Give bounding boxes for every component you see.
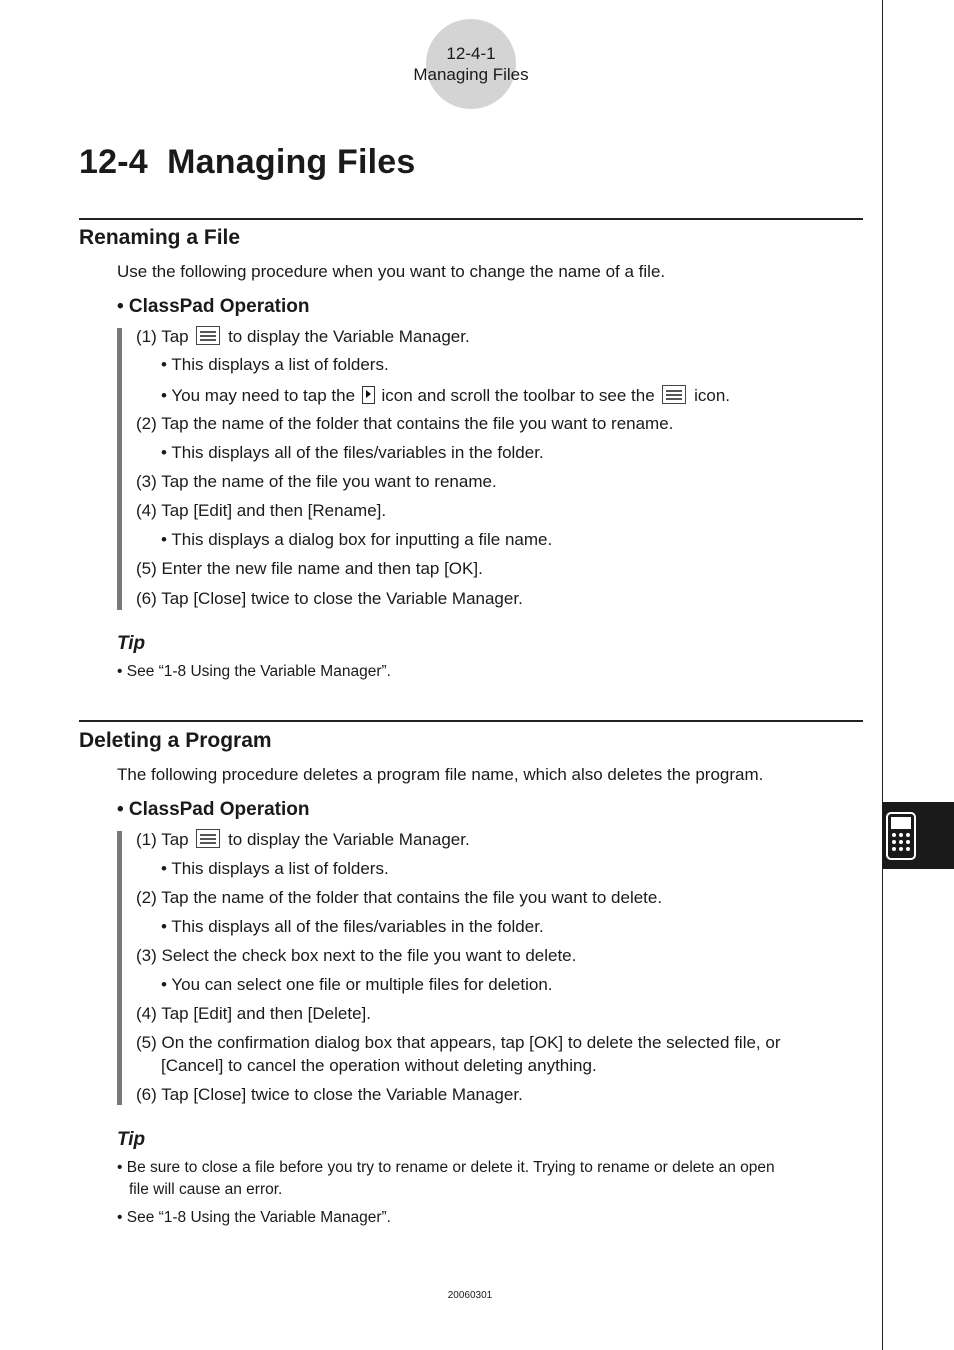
section-divider <box>79 720 863 722</box>
step-4-note: • This displays a dialog box for inputting a file name. <box>161 530 553 549</box>
scroll-arrow-icon <box>362 386 375 404</box>
procedure-bar <box>117 328 122 610</box>
step-1-note-2: • You may need to tap the icon and scroll the toolbar to see the icon. <box>161 386 731 405</box>
variable-manager-icon <box>196 829 220 848</box>
variable-manager-icon <box>196 326 220 345</box>
tip-item-1-continued: file will cause an error. <box>129 1181 283 1198</box>
tip-item-2: • See “1-8 Using the Variable Manager”. <box>117 1209 391 1226</box>
variable-manager-icon <box>662 385 686 404</box>
step-1-note: • This displays a list of folders. <box>161 859 389 878</box>
section-intro: Use the following procedure when you want to change the name of a file. <box>117 262 666 281</box>
step-4: (4) Tap [Edit] and then [Delete]. <box>136 1004 371 1023</box>
step-1-note-1: • This displays a list of folders. <box>161 355 389 374</box>
step-1: (1) Tap to display the Variable Manager. <box>136 327 470 346</box>
section-title-renaming: Renaming a File <box>79 226 241 249</box>
step-6: (6) Tap [Close] twice to close the Variable Manager. <box>136 589 523 608</box>
chapter-tab <box>882 802 954 869</box>
step-5: (5) On the confirmation dialog box that appears, tap [OK] to delete the selected file, or <box>136 1033 781 1052</box>
page-header <box>371 43 571 85</box>
step-1: (1) Tap to display the Variable Manager. <box>136 830 470 849</box>
footer-code: 20060301 <box>447 1290 493 1301</box>
step-6: (6) Tap [Close] twice to close the Variable Manager. <box>136 1085 523 1104</box>
step-2: (2) Tap the name of the folder that contains the file you want to rename. <box>136 414 674 433</box>
chapter-title: 12-4 Managing Files <box>79 143 416 181</box>
header-section: Managing Files <box>413 65 529 84</box>
tip-title: Tip <box>117 1129 146 1150</box>
tip-item: • See “1-8 Using the Variable Manager”. <box>117 663 391 680</box>
step-5-continued: [Cancel] to cancel the operation without deleting anything. <box>161 1056 597 1075</box>
step-3: (3) Tap the name of the file you want to rename. <box>136 472 497 491</box>
step-2: (2) Tap the name of the folder that contains the file you want to delete. <box>136 888 663 907</box>
section-title-deleting: Deleting a Program <box>79 729 272 752</box>
step-3: (3) Select the check box next to the file you want to delete. <box>136 946 577 965</box>
operation-title: • ClassPad Operation <box>117 296 310 317</box>
tip-title: Tip <box>117 633 146 654</box>
step-3-note: • You can select one file or multiple files for deletion. <box>161 975 553 994</box>
step-4: (4) Tap [Edit] and then [Rename]. <box>136 501 387 520</box>
step-5: (5) Enter the new file name and then tap [OK]. <box>136 559 483 578</box>
procedure-bar <box>117 831 122 1105</box>
section-intro: The following procedure deletes a program file name, which also deletes the program. <box>117 765 764 784</box>
page-number: 12-4-1 <box>446 44 496 63</box>
operation-title: • ClassPad Operation <box>117 799 310 820</box>
right-margin-rule <box>882 0 883 1350</box>
section-divider <box>79 218 863 220</box>
tip-item-1: • Be sure to close a file before you try to rename or delete it. Trying to rename or delete an open <box>117 1159 775 1176</box>
calculator-icon <box>886 812 916 860</box>
step-2-note: • This displays all of the files/variables in the folder. <box>161 443 544 462</box>
step-2-note: • This displays all of the files/variables in the folder. <box>161 917 544 936</box>
